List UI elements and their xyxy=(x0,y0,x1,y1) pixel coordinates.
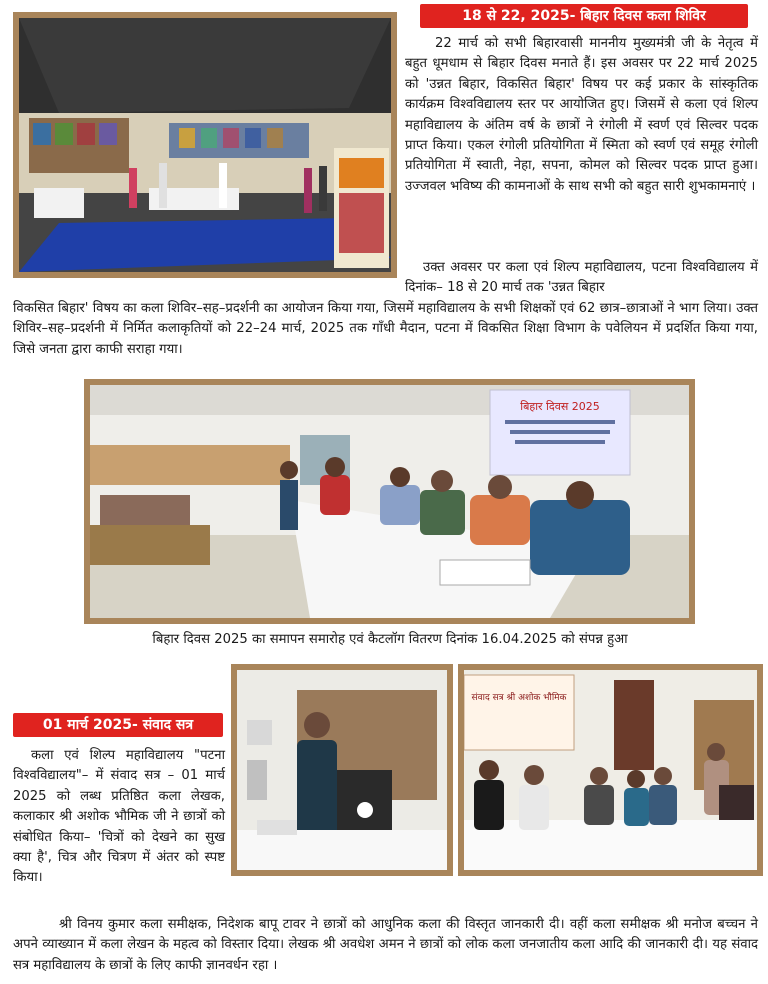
closing-ceremony-image xyxy=(90,385,689,618)
closing-ceremony-caption: बिहार दिवस 2025 का समापन समारोह एवं कैटलॉग वितरण दिनांक 16.04.2025 को संपन्न हुआ xyxy=(152,632,628,647)
art-camp-paragraph-start: उक्त अवसर पर कला एवं शिल्प महाविद्यालय, पटना विश्वविद्यालय में दिनांक– 18 से 20 मार्च तक 'उन्नत बिहार xyxy=(405,260,758,296)
art-camp-paragraph-continued: विकसित बिहार' विषय का कला शिविर–सह–प्रदर्शनी का आयोजन किया गया, जिसमें महाविद्यालय के सभी शिक्षकों एवं 62 छात्र–छात्राओं ने भाग लिया। उक्त शिविर–सह–प्रदर्शनी में निर्मित कलाकृतियों को 22–24 मार्च, 2025 तक गाँधी मैदान, पटना में विकसित शिक्षा विभाग के पवेलियन में प्रदर्शित किया गया, जिसे जनता द्वारा काफी सराहा गया। xyxy=(13,301,758,357)
samvad-satra-paragraph: कला एवं शिल्प महाविद्यालय "पटना विश्वविद्यालय"– में संवाद सत्र – 01 मार्च 2025 को लब्ध प्रतिष्ठित कला लेखक, कलाकार श्री अशोक भौमिक जी ने छात्रों को संबोधित किया– 'चित्रों को देखने का सुख क्या है', चित्र और चित्रण में अंतर को स्पष्ट किया। xyxy=(13,748,225,886)
section-badge-bihar-diwas: 18 से 22, 2025- बिहार दिवस कला शिविर xyxy=(420,4,748,28)
photo-speaker-podium xyxy=(231,664,453,876)
ceremony-banner-title: बिहार दिवस 2025 xyxy=(520,400,600,413)
session-banner-text: संवाद सत्र श्री अशोक भौमिक xyxy=(471,693,567,703)
photo-exhibition-hall xyxy=(13,12,397,278)
photo-speakers-panel xyxy=(458,664,763,876)
bihar-diwas-paragraph: 22 मार्च को सभी बिहारवासी माननीय मुख्यमंत्री जी के नेतृत्व में बहुत धूमधाम से बिहार दिवस मनाते हैं। इस अवसर पर 22 मार्च 2025 को 'उन्नत बिहार, विकसित बिहार' विषय पर कई प्रकार के सांस्कृतिक कार्यक्रम विश्वविद्यालय स्तर पर आयोजित हुए। जिसमें से कला एवं शिल्प महाविद्यालय के अंतिम वर्ष के छात्रों ने रंगोली में स्वर्ण एवं सिल्वर पदक प्राप्त किया। एकल रंगोली प्रतियोगिता में स्मिता को स्वर्ण एवं समूह रंगोली प्रतियोगिता में स्वाती, नेहा, सपना, कोमल को सिल्वर पदक प्राप्त हुआ। उज्जवल भविष्य की कामनाओं के साथ सभी को बहुत सारी शुभकामनाएं । xyxy=(405,36,758,194)
speakers-panel-image xyxy=(464,670,757,870)
speaker-podium-image xyxy=(237,670,447,870)
photo-closing-ceremony xyxy=(84,379,695,624)
exhibition-hall-image xyxy=(19,18,391,272)
section-badge-samvad-satra: 01 मार्च 2025- संवाद सत्र xyxy=(13,713,223,737)
critics-lecture-paragraph: श्री विनय कुमार कला समीक्षक, निदेशक बापू टावर ने छात्रों को आधुनिक कला की विस्तृत जानकारी दी। वहीं कला समीक्षक श्री मनोज बच्चन ने अपने व्याख्यान में कला लेखन के महत्व को विस्तार दिया। लेखक श्री अवधेश अमन ने छात्रों को लोक कला जनजातीय कला आदि की जानकारी दी। यह संवाद सत्र महाविद्यालय के छात्रों के लिए काफी ज्ञानवर्धन रहा । xyxy=(13,917,758,973)
